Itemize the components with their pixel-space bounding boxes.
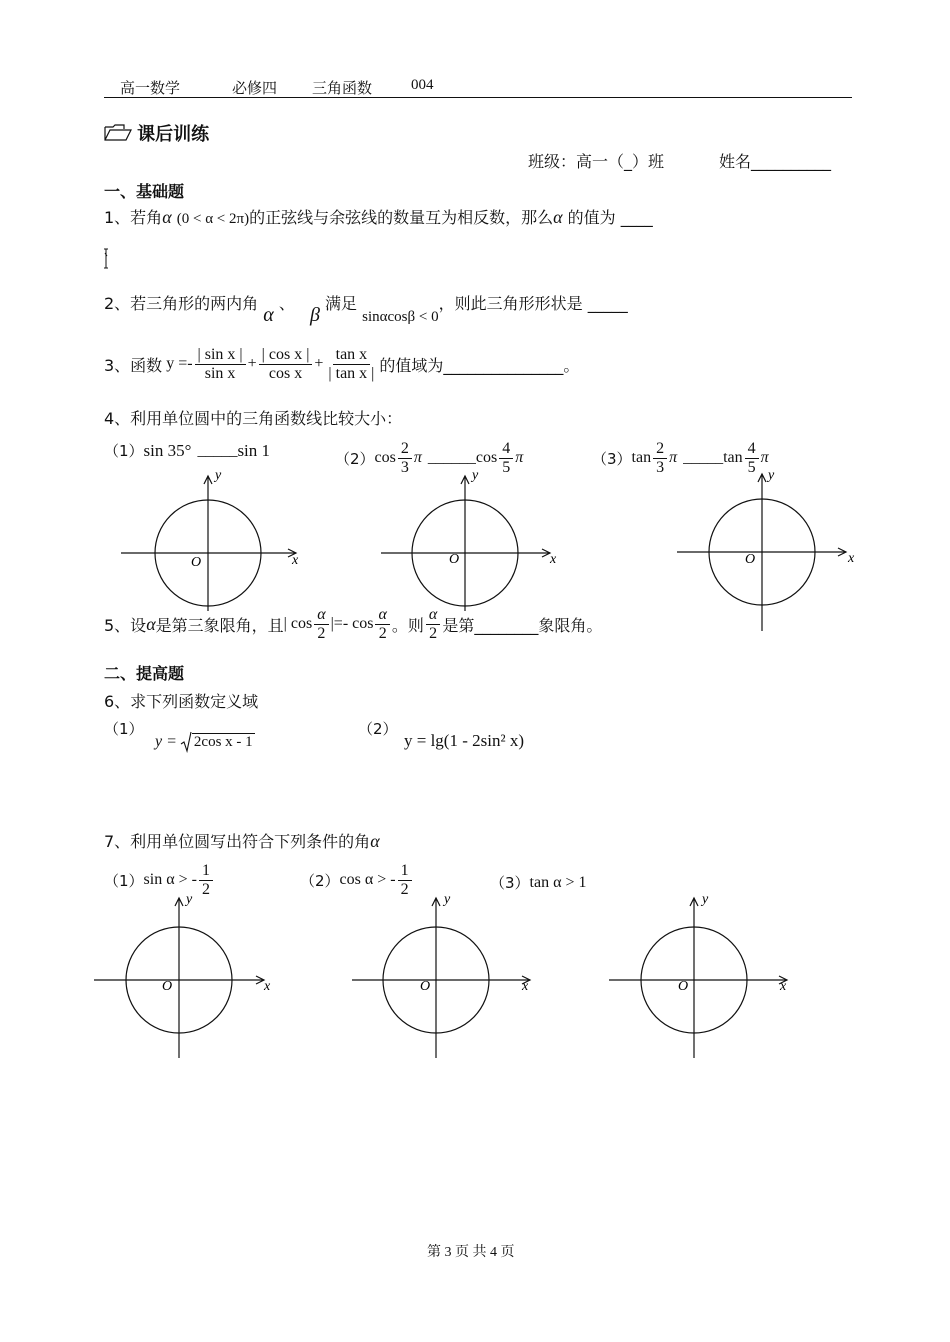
x-label: x — [780, 979, 787, 994]
q6-p2-formula: y = lg(1 - 2sin² x) — [404, 731, 524, 750]
sqrt-icon — [180, 731, 192, 753]
header-book: 必修四 — [232, 79, 278, 97]
header-code: 004 — [411, 77, 434, 93]
y-label: y — [186, 892, 193, 907]
origin-label: O — [678, 979, 689, 994]
q3-lead: 3、函数 — [104, 355, 163, 375]
unit-circle-diagram — [350, 888, 540, 1060]
cursor-mark-icon — [101, 248, 111, 270]
class-field: 班级：高一（_）班 — [528, 152, 665, 171]
x-label: x — [264, 979, 271, 994]
q7-p3-expr: tan α > 1 — [529, 873, 587, 891]
q4-p2-label: （2） — [335, 449, 375, 468]
q4-p2-pi2: π — [515, 449, 524, 467]
q6-p2-label: （2） — [358, 720, 398, 738]
q4-p3-pi2: π — [760, 449, 769, 467]
q2-satisfies: 满足 — [325, 294, 358, 313]
q2-beta: β — [309, 304, 320, 326]
unit-circle-diagram — [674, 466, 864, 634]
q4-p2-fn: cos — [374, 449, 396, 467]
question-6: 6、求下列函数定义域 — [104, 692, 259, 711]
y-label: y — [768, 468, 775, 483]
q5-frac1: $\frac{\alpha}{2}$ — [314, 606, 328, 642]
origin-label: O — [420, 979, 431, 994]
q3-frac1: $\frac{\text{| sin x |}}{\text{sin x}}$ — [195, 346, 246, 382]
q3-plus2: + — [314, 355, 324, 373]
x-label: x — [292, 553, 299, 568]
origin-label: O — [162, 979, 173, 994]
q3-frac3: $\frac{\text{tan x}}{\text{| tan x |}}$ — [328, 346, 375, 382]
x-label: x — [848, 551, 855, 566]
q3-frac2: $\frac{\text{| cos x |}}{\text{cos x}}$ — [259, 346, 313, 382]
q7-p3-label: （3） — [490, 874, 530, 892]
q5-lead: 5、设 — [104, 615, 147, 635]
y-label: y — [215, 468, 222, 483]
q4-p1-label: （1） — [104, 442, 144, 460]
q7-p1-label: （1） — [104, 871, 144, 890]
q4-p1-left: sin 35° — [143, 440, 192, 460]
q5-text2: 是第三象限角，且 — [155, 615, 284, 635]
q7-p2-label: （2） — [300, 871, 340, 890]
q7-p1-frac: $\frac{1}{2}$ — [199, 862, 213, 898]
q5-frac2: $\frac{\alpha}{2}$ — [375, 606, 389, 642]
origin-label: O — [191, 555, 202, 570]
q6-p1-label: （1） — [104, 720, 144, 738]
q2-alpha: α — [263, 304, 274, 326]
part1-title: 一、基础题 — [104, 182, 185, 201]
section-title-text: 课后训练 — [137, 124, 210, 145]
page-footer: 第 3 页 共 4 页 — [427, 1245, 515, 1260]
q7-p2-expr: cos α > - — [339, 871, 396, 889]
q5-alpha: α — [146, 613, 156, 634]
q4-p1-blank: _____ — [197, 441, 238, 459]
header-rule — [104, 97, 852, 98]
q3-tail: 的值域为_______________。 — [379, 355, 580, 375]
y-label: y — [444, 892, 451, 907]
section-title — [104, 120, 209, 146]
q4-part1 — [104, 440, 270, 461]
y-label: y — [702, 892, 709, 907]
q1-text: 的正弦线与余弦线的数量互为相反数，那么 — [249, 208, 554, 227]
q4-p3-fn2: tan — [723, 449, 743, 467]
origin-label: O — [745, 552, 756, 567]
q4-p2-fn2: cos — [475, 449, 498, 467]
q4-p2-frac2: $\frac{4}{5}$ — [499, 440, 513, 476]
q4-p2-blank: ______ — [427, 449, 476, 467]
q4-p3-pi: π — [669, 449, 678, 467]
unit-circle-diagram — [92, 888, 282, 1060]
q6-p1-formula — [155, 731, 255, 753]
q2-tail: ，则此三角形形状是 _____ — [438, 294, 628, 313]
q4-p3-blank: _____ — [683, 449, 724, 467]
q5-abs: | cos — [283, 615, 313, 633]
folder-icon — [104, 123, 132, 143]
q4-p2-frac: $\frac{2}{3}$ — [398, 440, 412, 476]
q7-var: α — [370, 831, 380, 851]
question-1 — [104, 205, 653, 228]
q6-p1-radicand: 2cos x - 1 — [193, 734, 253, 750]
q6-p1-y: y = — [155, 733, 177, 750]
q1-lead: 1、若角 — [104, 208, 163, 227]
q4-p3-fn: tan — [631, 449, 652, 467]
q2-cond: sinαcosβ < 0 — [362, 309, 439, 325]
q3-plus1: + — [247, 355, 257, 373]
q4-p3-label: （3） — [592, 449, 632, 468]
name-field: 姓名__________ — [719, 152, 832, 171]
unit-circle-diagram — [607, 888, 797, 1060]
q1-cond: (0 < α < 2π) — [176, 211, 250, 227]
header-subject: 高一数学 — [120, 79, 181, 97]
x-label: x — [522, 979, 529, 994]
question-5 — [104, 606, 602, 642]
question-3 — [104, 346, 579, 382]
q4-p3-frac2: $\frac{4}{5}$ — [745, 440, 759, 476]
q1-var2: α — [553, 207, 563, 227]
q5-mid: |=- cos — [330, 615, 374, 633]
q1-var: α — [162, 207, 172, 227]
question-7 — [104, 829, 380, 852]
part2-title: 二、提高题 — [104, 664, 185, 683]
y-label: y — [472, 468, 479, 483]
origin-label: O — [449, 552, 460, 567]
q7-text: 7、利用单位圆写出符合下列条件的角 — [104, 832, 371, 851]
header-topic: 三角函数 — [312, 79, 373, 97]
q5-frac3: $\frac{\alpha}{2}$ — [426, 606, 440, 642]
unit-circle-diagram — [378, 466, 568, 614]
q4-p2-pi: π — [413, 449, 422, 467]
q7-p1-expr: sin α > - — [143, 871, 197, 889]
question-2 — [104, 291, 628, 326]
q5-text3: 。则 — [391, 615, 424, 635]
x-label: x — [550, 552, 557, 567]
q3-y: y =- — [166, 355, 193, 373]
q7-p2-frac: $\frac{1}{2}$ — [398, 862, 412, 898]
q2-lead: 2、若三角形的两内角 — [104, 294, 259, 313]
q1-tail: 的值为 ____ — [567, 208, 653, 227]
unit-circle-diagram — [118, 466, 308, 614]
q5-tail: 是第________象限角。 — [442, 615, 603, 635]
q4-p1-right: sin 1 — [237, 440, 271, 460]
question-4: 4、利用单位圆中的三角函数线比较大小： — [104, 409, 403, 428]
q2-sep: 、 — [278, 294, 295, 313]
q4-p3-frac: $\frac{2}{3}$ — [653, 440, 667, 476]
